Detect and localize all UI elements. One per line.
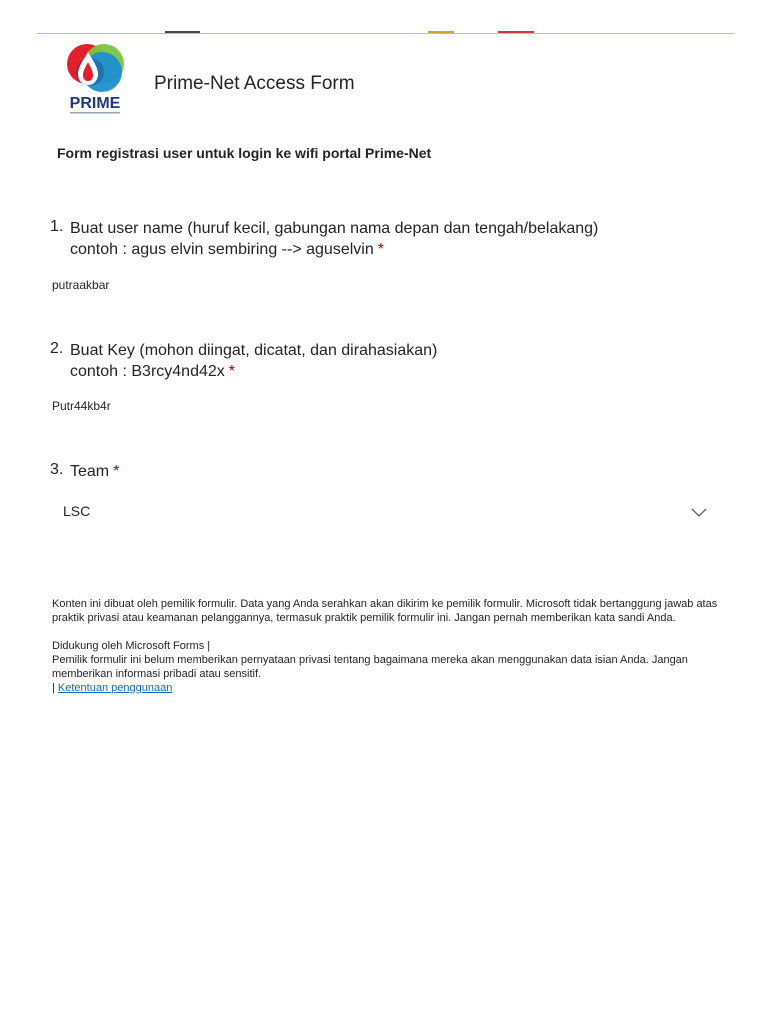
question-number: 3.: [50, 461, 64, 478]
footer-separator: |: [52, 682, 55, 694]
question-example: contoh : agus elvin sembiring --> aguselvin: [70, 241, 374, 258]
prime-logo: [64, 42, 126, 118]
required-marker: *: [228, 363, 235, 380]
footer-powered-by: Didukung oleh Microsoft Forms |: [52, 640, 211, 652]
prime-logo-icon: [64, 42, 126, 118]
question-line: [70, 461, 119, 482]
form-description: Form registrasi user untuk login ke wifi portal Prime-Net: [57, 145, 432, 161]
question-1: [50, 218, 730, 298]
question-line: Buat Key (mohon diingat, dicatat, dan dirahasiakan): [70, 342, 438, 359]
required-marker: *: [113, 463, 120, 480]
question-label: Team: [70, 463, 110, 480]
answer-text-key[interactable]: Putr44kb4r: [52, 399, 111, 413]
question-line: [70, 239, 598, 260]
question-title: [70, 218, 598, 260]
question-example: contoh : B3rcy4nd42x: [70, 363, 225, 380]
question-title: [70, 461, 119, 482]
question-line: [70, 361, 437, 382]
team-select-value: LSC: [63, 503, 91, 519]
footer-links: [52, 681, 722, 695]
question-2: [50, 340, 730, 420]
header-marks: [165, 31, 200, 33]
question-number: 1.: [50, 218, 64, 235]
team-select[interactable]: [50, 498, 715, 526]
header-marks: [428, 31, 454, 33]
required-marker: *: [377, 241, 384, 258]
footer-privacy-note: Pemilik formulir ini belum memberikan pernyataan privasi tentang bagaimana mereka akan menggunakan data isian Anda. Jangan memberikan informasi pribadi atau sensitif.: [52, 654, 688, 680]
header-marks: [498, 31, 534, 33]
form-footer: [52, 597, 722, 695]
answer-text-username[interactable]: putraakbar: [52, 278, 110, 292]
chevron-down-icon[interactable]: [691, 506, 707, 518]
terms-of-use-link[interactable]: Ketentuan penggunaan: [57, 682, 173, 694]
question-3: [50, 461, 730, 531]
question-line: Buat user name (huruf kecil, gabungan nama depan dan tengah/belakang): [70, 220, 599, 237]
form-title: Prime-Net Access Form: [154, 73, 355, 94]
logo-wordmark: PRIME: [69, 95, 121, 112]
header-divider: [37, 33, 734, 34]
footer-disclaimer: Konten ini dibuat oleh pemilik formulir. Data yang Anda serahkan akan dikirim ke pemilik formulir. Microsoft tidak bertanggung jawab atas praktik privasi atau keamanan pelanggannya, termasuk praktik pemilik formulir ini. Jangan pernah memberikan kata sandi Anda.: [52, 598, 718, 624]
question-title: [70, 340, 437, 382]
question-number: 2.: [50, 340, 64, 357]
